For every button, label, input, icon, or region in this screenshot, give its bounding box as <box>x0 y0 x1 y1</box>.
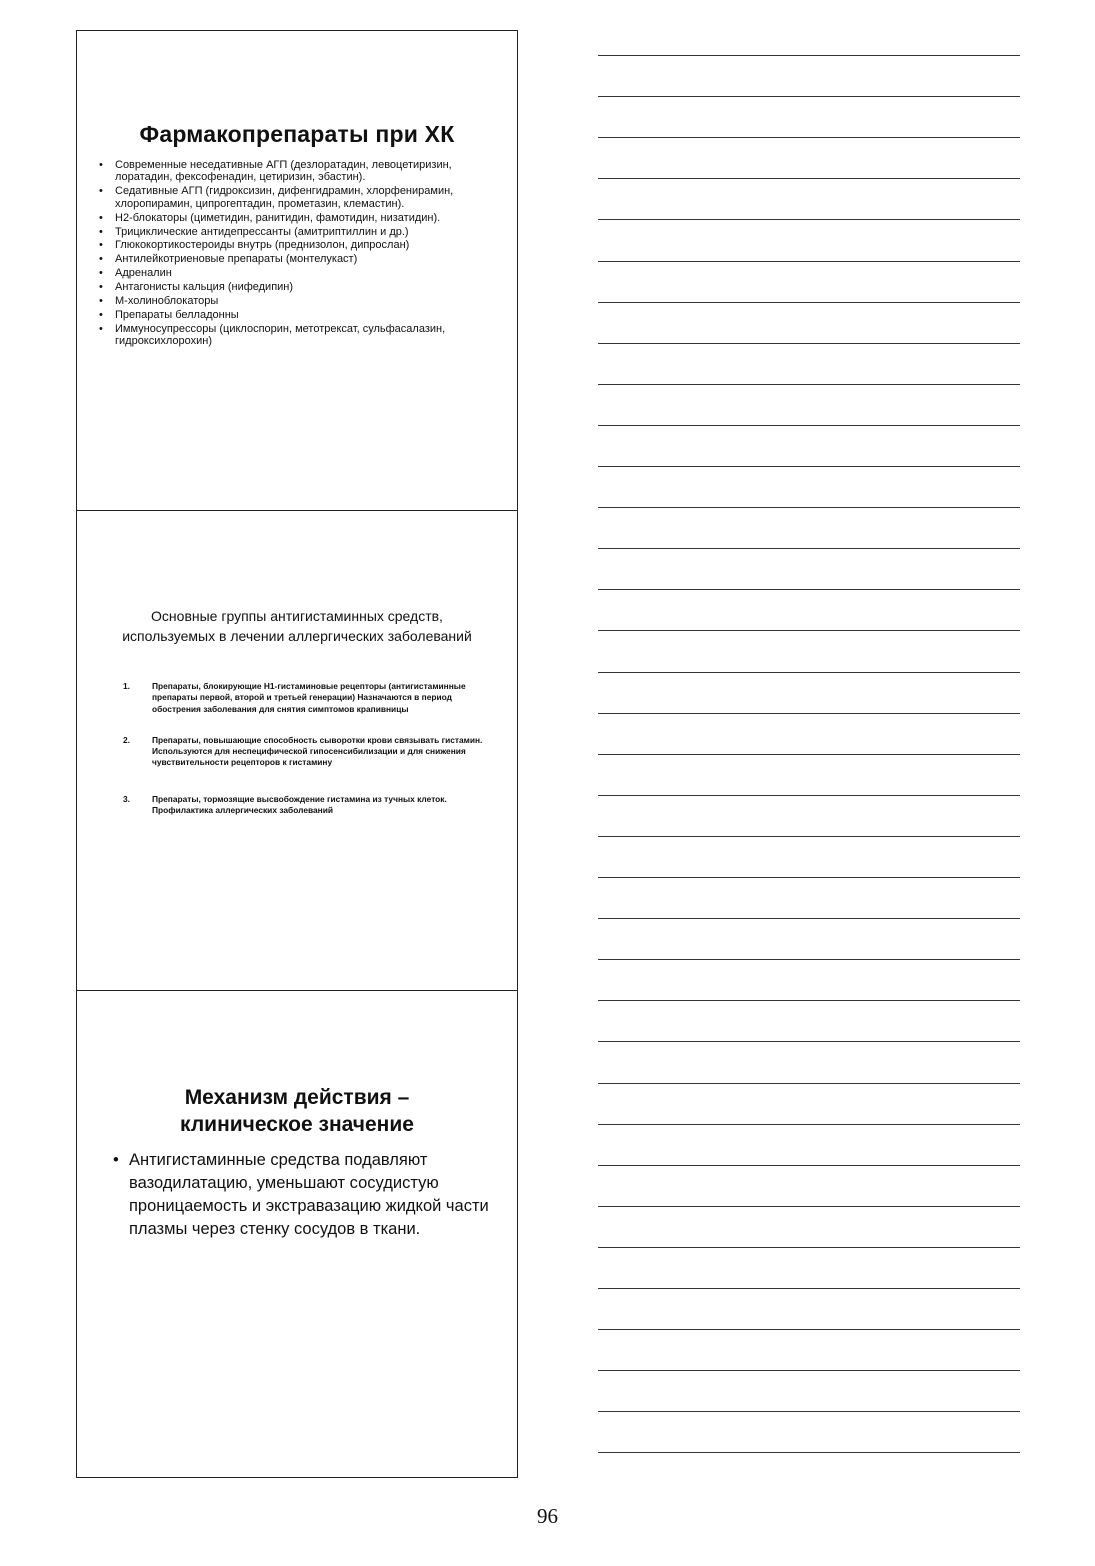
mechanism-list <box>113 1149 491 1241</box>
list-item: • Трициклические антидепрессанты (амитриптиллин и др.) <box>99 225 409 238</box>
note-line <box>598 137 1020 138</box>
slides-column <box>76 30 518 1478</box>
bullet: • <box>99 322 103 335</box>
bullet: • <box>99 281 103 294</box>
list-item: • Иммуносупрессоры (циклоспорин, метотрексат, сульфасалазин, гидроксихлорохин) <box>99 322 446 348</box>
note-line <box>598 425 1020 426</box>
bullet: • <box>113 1151 119 1169</box>
note-line <box>598 836 1020 837</box>
drug-list <box>99 159 503 349</box>
bullet: • <box>99 185 103 198</box>
note-line <box>598 1124 1020 1125</box>
list-item: • М-холиноблокаторы <box>99 295 219 308</box>
item-number: 3. <box>123 793 130 804</box>
list-item: 3. Препараты, тормозящие высвобождение гистамина из тучных клеток. Профилактика аллергических заболеваний <box>123 793 447 816</box>
list-item: • Препараты белладонны <box>99 308 239 321</box>
list-item: 2. Препараты, повышающие способность сыворотки крови связывать гистамин. Используются для неспецифической гипосенсибилизации и для снижения чувствительности рецепторов к гистамину <box>123 734 483 768</box>
slide-title: Механизм действия – клиническое значение <box>180 1086 414 1136</box>
note-line <box>598 1247 1020 1248</box>
note-line <box>598 754 1020 755</box>
note-line <box>598 1329 1020 1330</box>
bullet: • <box>99 225 103 238</box>
page-number: 96 <box>537 1504 558 1528</box>
slide-antihistamine-groups <box>77 510 517 990</box>
note-line <box>598 589 1020 590</box>
item-number: 1. <box>123 681 130 691</box>
note-line <box>598 55 1020 56</box>
slide-title: Фармакопрепараты при ХК <box>139 121 455 147</box>
slide-mechanism <box>77 990 517 1479</box>
bullet: • <box>99 253 103 266</box>
note-line <box>598 1288 1020 1289</box>
note-line <box>598 1452 1020 1453</box>
note-line <box>598 877 1020 878</box>
note-line <box>598 507 1020 508</box>
list-item: • Глюкокортикостероиды внутрь (преднизолон, дипрослан) <box>99 239 410 252</box>
note-line <box>598 959 1020 960</box>
list-item: • Антагонисты кальция (нифедипин) <box>99 281 294 294</box>
note-line <box>598 384 1020 385</box>
note-line <box>598 1370 1020 1371</box>
note-line <box>598 1206 1020 1207</box>
note-line <box>598 96 1020 97</box>
note-line <box>598 1041 1020 1042</box>
note-line <box>598 713 1020 714</box>
list-item: • Современные неседативные АГП (дезлоратадин, левоцетиризин, лоратадин, фексофенадин, цетиризин, эбастин). <box>99 159 452 184</box>
note-line <box>598 672 1020 673</box>
note-line <box>598 795 1020 796</box>
note-line <box>598 1411 1020 1412</box>
note-line <box>598 630 1020 631</box>
bullet: • <box>99 267 103 280</box>
note-line <box>598 302 1020 303</box>
list-item: • Адреналин <box>99 267 172 280</box>
bullet: • <box>99 308 103 321</box>
list-item: • Н2-блокаторы (циметидин, ранитидин, фамотидин, низатидин). <box>99 211 441 224</box>
note-line <box>598 918 1020 919</box>
note-line <box>598 1083 1020 1084</box>
note-line <box>598 1000 1020 1001</box>
bullet: • <box>99 295 103 308</box>
list-item: • Антигистаминные средства подавляют вазодилатацию, уменьшают сосудистую проницаемость и экстравазацию жидкой части плазмы через стенку сосудов в ткани. <box>113 1151 489 1238</box>
list-item: • Седативные АГП (гидроксизин, дифенгидрамин, хлорфенирамин, хлоропирамин, ципрогептадин, прометазин, клемастин). <box>99 185 454 210</box>
note-line <box>598 548 1020 549</box>
item-number: 2. <box>123 734 130 745</box>
note-line <box>598 466 1020 467</box>
groups-list <box>123 681 487 816</box>
slide-title: Основные группы антигистаминных средств, используемых в лечении аллергических заболеваний <box>122 608 472 644</box>
notes-lines <box>598 0 1020 1480</box>
note-line <box>598 343 1020 344</box>
note-line <box>598 219 1020 220</box>
bullet: • <box>99 239 103 252</box>
list-item: 1. Препараты, блокирующие Н1-гистаминовые рецепторы (антигистаминные препараты первой, второй и третьей генерации) Назначаются в период обострения заболевания для снятия симптомов крапивницы <box>123 681 466 714</box>
slide-pharmacotherapy <box>77 31 517 510</box>
bullet: • <box>99 211 103 224</box>
bullet: • <box>99 159 103 171</box>
note-line <box>598 178 1020 179</box>
note-line <box>598 1165 1020 1166</box>
note-line <box>598 261 1020 262</box>
list-item: • Антилейкотриеновые препараты (монтелукаст) <box>99 253 358 266</box>
